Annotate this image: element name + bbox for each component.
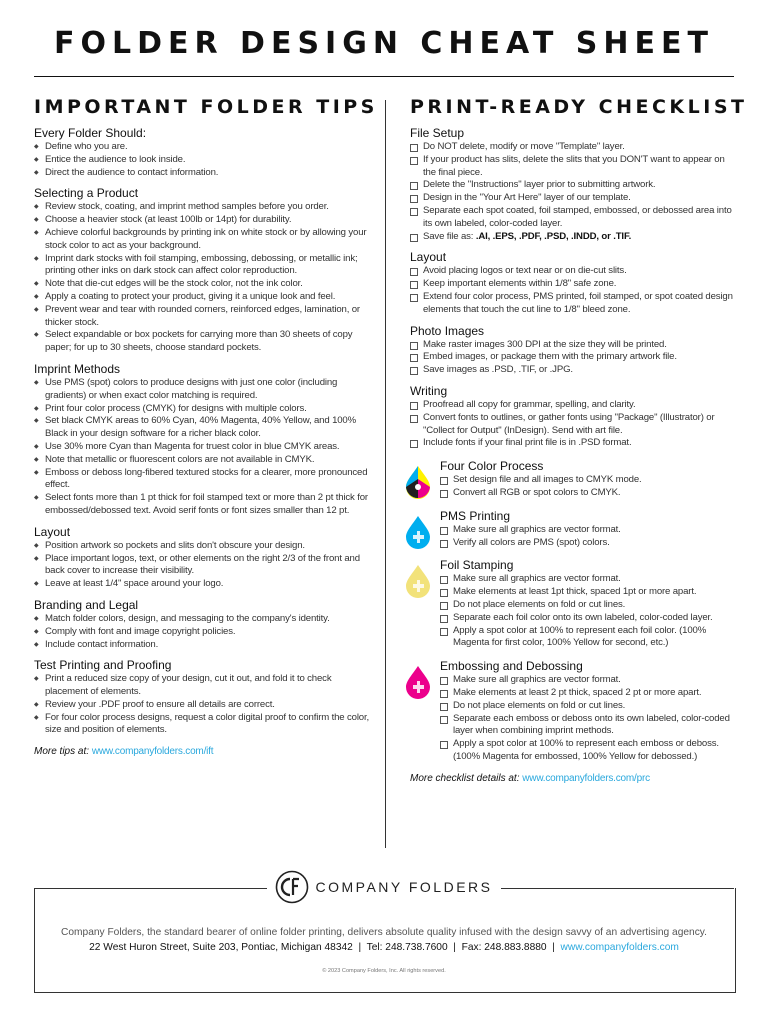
more-tips: [34, 746, 372, 757]
checklist: [440, 674, 740, 764]
list-item: ◆ Review your .PDF proof to ensure all details are correct.: [34, 699, 372, 712]
list-item: ◆ Prevent wear and tear with rounded corners, reinforced edges, lamination, or thicker stock.: [34, 304, 372, 330]
checklist-item: If your product has slits, delete the slits that you DON'T want to appear on the final piece.: [410, 154, 740, 180]
logo-text: COMPANY FOLDERS: [315, 879, 493, 895]
section-title: Branding and Legal: [34, 597, 139, 612]
checklist-item: Embed images, or package them with the primary artwork file.: [410, 351, 740, 364]
process-title: Embossing and Debossing: [440, 659, 583, 674]
process-title: Four Color Process: [440, 459, 544, 474]
list-item: ◆ Print four color process (CMYK) for designs with multiple colors.: [34, 403, 372, 416]
section-title: Imprint Methods: [34, 361, 121, 376]
list-item: ◆ Use 30% more Cyan than Magenta for truest color in blue CMYK areas.: [34, 441, 372, 454]
footer-contact: 22 West Huron Street, Suite 203, Pontiac, Michigan 48342 | Tel: 248.738.7600 | Fax: 248.883.8880 | www.companyfolders.com: [89, 942, 679, 953]
checklist-item: Do not place elements on fold or cut lines.: [440, 599, 740, 612]
footer-tel: Tel: 248.738.7600: [366, 942, 448, 953]
section-title: File Setup: [410, 126, 465, 140]
list-item: ◆ Direct the audience to contact information.: [34, 167, 372, 180]
checklist-item: Convert fonts to outlines, or gather fonts using "Package" (Illustrator) or "Collect for Output" (InDesign). Send with art file.: [410, 412, 740, 438]
checklist: [410, 265, 740, 316]
more-checklist-label: More checklist details at:: [410, 772, 520, 784]
checklist-item: Make sure all graphics are vector format.: [440, 573, 740, 586]
list-item: ◆ Include contact information.: [34, 639, 372, 652]
process-title: PMS Printing: [440, 508, 511, 523]
checklist-item: Make elements at least 2 pt thick, spaced 2 pt or more apart.: [440, 687, 740, 700]
tips-heading: IMPORTANT FOLDER TIPS: [34, 96, 378, 118]
tips-list: [34, 540, 372, 591]
checklist-item: Make elements at least 1pt thick, spaced 1pt or more apart.: [440, 586, 740, 599]
emboss-drop-icon: [404, 665, 432, 699]
checklist-item-save-as: [410, 231, 740, 244]
checklist-column: [410, 96, 748, 784]
list-item: ◆ Note that metallic or fluorescent colors are not available in CMYK.: [34, 454, 372, 467]
checklist-item: Make raster images 300 DPI at the size they will be printed.: [410, 339, 740, 352]
checklist-item: Apply a spot color at 100% to represent each foil color. (100% Magenta for first color, 100% Yellow for second, etc.): [440, 625, 740, 651]
section-title: Photo Images: [410, 323, 485, 338]
checklist-item: Separate each emboss or deboss onto its own labeled, color-coded layer when combining imprint methods.: [440, 713, 740, 739]
list-item: ◆ Entice the audience to look inside.: [34, 154, 372, 167]
foil-drop-icon: [404, 564, 432, 598]
checklist-item: Do not place elements on fold or cut lines.: [440, 700, 740, 713]
checklist-item: Make sure all graphics are vector format.: [440, 674, 740, 687]
logo: [0, 870, 768, 904]
checklist: [410, 339, 740, 377]
checklist-heading: PRINT-READY CHECKLIST: [410, 96, 748, 118]
checklist-item: Extend four color process, PMS printed, foil stamped, or spot coated design elements that touch the cut line to 1/8" bleed zone.: [410, 291, 740, 317]
checklist-item: Do NOT delete, modify or move "Template" layer.: [410, 141, 740, 154]
tips-column: [34, 96, 378, 758]
section-title: Selecting a Product: [34, 186, 139, 201]
section-title: Test Printing and Proofing: [34, 658, 172, 673]
list-item: ◆ Position artwork so pockets and slits don't obscure your design.: [34, 540, 372, 553]
tips-list: [34, 613, 372, 651]
list-item: ◆ Use PMS (spot) colors to produce designs with just one color (including gradients) or when exact color matching is required.: [34, 377, 372, 403]
process-emboss: [410, 659, 740, 764]
checklist-item: Verify all colors are PMS (spot) colors.: [440, 537, 740, 550]
list-item: ◆ Imprint dark stocks with foil stamping, embossing, debossing, or metallic ink; printing other inks on dark stock can affect color reproduction.: [34, 253, 372, 279]
checklist-item: Keep important elements within 1/8" safe zone.: [410, 278, 740, 291]
footer-description: Company Folders, the standard bearer of online folder printing, delivers absolute quality infused with the design savvy of an advertising agency.: [61, 927, 707, 938]
footer-url-link[interactable]: www.companyfolders.com: [560, 942, 679, 953]
cmyk-drop-icon: [404, 465, 432, 499]
checklist: [440, 573, 740, 650]
more-tips-label: More tips at:: [34, 746, 90, 758]
process-title: Foil Stamping: [440, 558, 514, 573]
list-item: ◆ Select expandable or box pockets for carrying more than 30 sheets of copy paper; for up to 30 sheets, choose standard pockets.: [34, 329, 372, 355]
company-folders-logo-icon: [275, 870, 309, 904]
list-item: ◆ Comply with font and image copyright policies.: [34, 626, 372, 639]
list-item: ◆ Set black CMYK areas to 60% Cyan, 40% Magenta, 40% Yellow, and 100% Black in your design software for a richer black color.: [34, 415, 372, 441]
more-checklist-link[interactable]: www.companyfolders.com/prc: [522, 772, 650, 784]
page-title: FOLDER DESIGN CHEAT SHEET: [54, 26, 714, 61]
list-item: ◆ Note that die-cut edges will be the stock color, not the ink color.: [34, 278, 372, 291]
process-foil: [410, 558, 740, 650]
footer-copyright: © 2023 Company Folders, Inc. All rights reserved.: [322, 968, 446, 974]
title-rule: [34, 76, 734, 77]
process-four-color: [410, 459, 740, 500]
list-item: ◆ Print a reduced size copy of your design, cut it out, and fold it to check placement of elements.: [34, 673, 372, 699]
checklist-item: Avoid placing logos or text near or on die-cut slits.: [410, 265, 740, 278]
checklist-item: Apply a spot color at 100% to represent each emboss or deboss. (100% Magenta for embossed, 100% Yellow for debossed.): [440, 738, 740, 764]
checklist-item: Separate each spot coated, foil stamped, embossed, or debossed area into its own labeled, color-coded layer.: [410, 205, 740, 231]
checklist-item: Design in the "Your Art Here" layer of our template.: [410, 192, 740, 205]
list-item: ◆ Leave at least 1/4" space around your logo.: [34, 578, 372, 591]
checklist: [410, 141, 740, 243]
checklist-item: Separate each foil color onto its own labeled, color-coded layer.: [440, 612, 740, 625]
tips-list: [34, 377, 372, 518]
list-item: ◆ Review stock, coating, and imprint method samples before you order.: [34, 201, 372, 214]
checklist: [440, 524, 740, 550]
section-title: Every Folder Should:: [34, 126, 147, 140]
save-as-formats: .AI, .EPS, .PDF, .PSD, .INDD, or .TIF.: [475, 230, 632, 242]
checklist-item: Set design file and all images to CMYK mode.: [440, 474, 740, 487]
tips-list: [34, 673, 372, 737]
list-item: ◆ Achieve colorful backgrounds by printing ink on white stock or by allowing your stock color to act as your background.: [34, 227, 372, 253]
checklist-item: Delete the "Instructions" layer prior to submitting artwork.: [410, 179, 740, 192]
footer-fax: Fax: 248.883.8880: [461, 942, 547, 953]
save-as-prefix: Save file as:: [423, 230, 476, 242]
checklist-item: Include fonts if your final print file is in .PSD format.: [410, 437, 740, 450]
checklist-item: Proofread all copy for grammar, spelling, and clarity.: [410, 399, 740, 412]
pms-drop-icon: [404, 515, 432, 549]
checklist: [410, 399, 740, 450]
checklist: [440, 474, 740, 500]
checklist-item: Make sure all graphics are vector format.: [440, 524, 740, 537]
section-title: Writing: [410, 383, 448, 398]
checklist-item: Save images as .PSD, .TIF, or .JPG.: [410, 364, 740, 377]
column-divider: [385, 100, 386, 848]
list-item: ◆ Match folder colors, design, and messaging to the company's identity.: [34, 613, 372, 626]
section-title: Layout: [34, 524, 71, 539]
footer-address: 22 West Huron Street, Suite 203, Pontiac, Michigan 48342: [89, 942, 353, 953]
list-item: ◆ Choose a heavier stock (at least 100lb or 14pt) for durability.: [34, 214, 372, 227]
list-item: ◆ Define who you are.: [34, 141, 372, 154]
list-item: ◆ Emboss or deboss long-fibered textured stocks for a clearer, more pronounced effect.: [34, 467, 372, 493]
process-pms: [410, 509, 740, 550]
checklist-item: Convert all RGB or spot colors to CMYK.: [440, 487, 740, 500]
logo-lockup: [267, 870, 500, 904]
more-tips-link[interactable]: www.companyfolders.com/ift: [91, 746, 214, 758]
list-item: ◆ For four color process designs, request a color digital proof to confirm the color, size and position of elements.: [34, 712, 372, 738]
list-item: ◆ Select fonts more than 1 pt thick for foil stamped text or more than 2 pt thick for embossed/debossed text. Avoid serif fonts or font sizes smaller than 12 pt.: [34, 492, 372, 518]
list-item: ◆ Place important logos, text, or other elements on the right 2/3 of the front and back cover to increase their visibility.: [34, 553, 372, 579]
tips-list: [34, 141, 372, 179]
tips-list: [34, 201, 372, 355]
section-title: Layout: [410, 250, 447, 265]
more-checklist: [410, 773, 740, 784]
list-item: ◆ Apply a coating to protect your product, giving it a unique look and feel.: [34, 291, 372, 304]
